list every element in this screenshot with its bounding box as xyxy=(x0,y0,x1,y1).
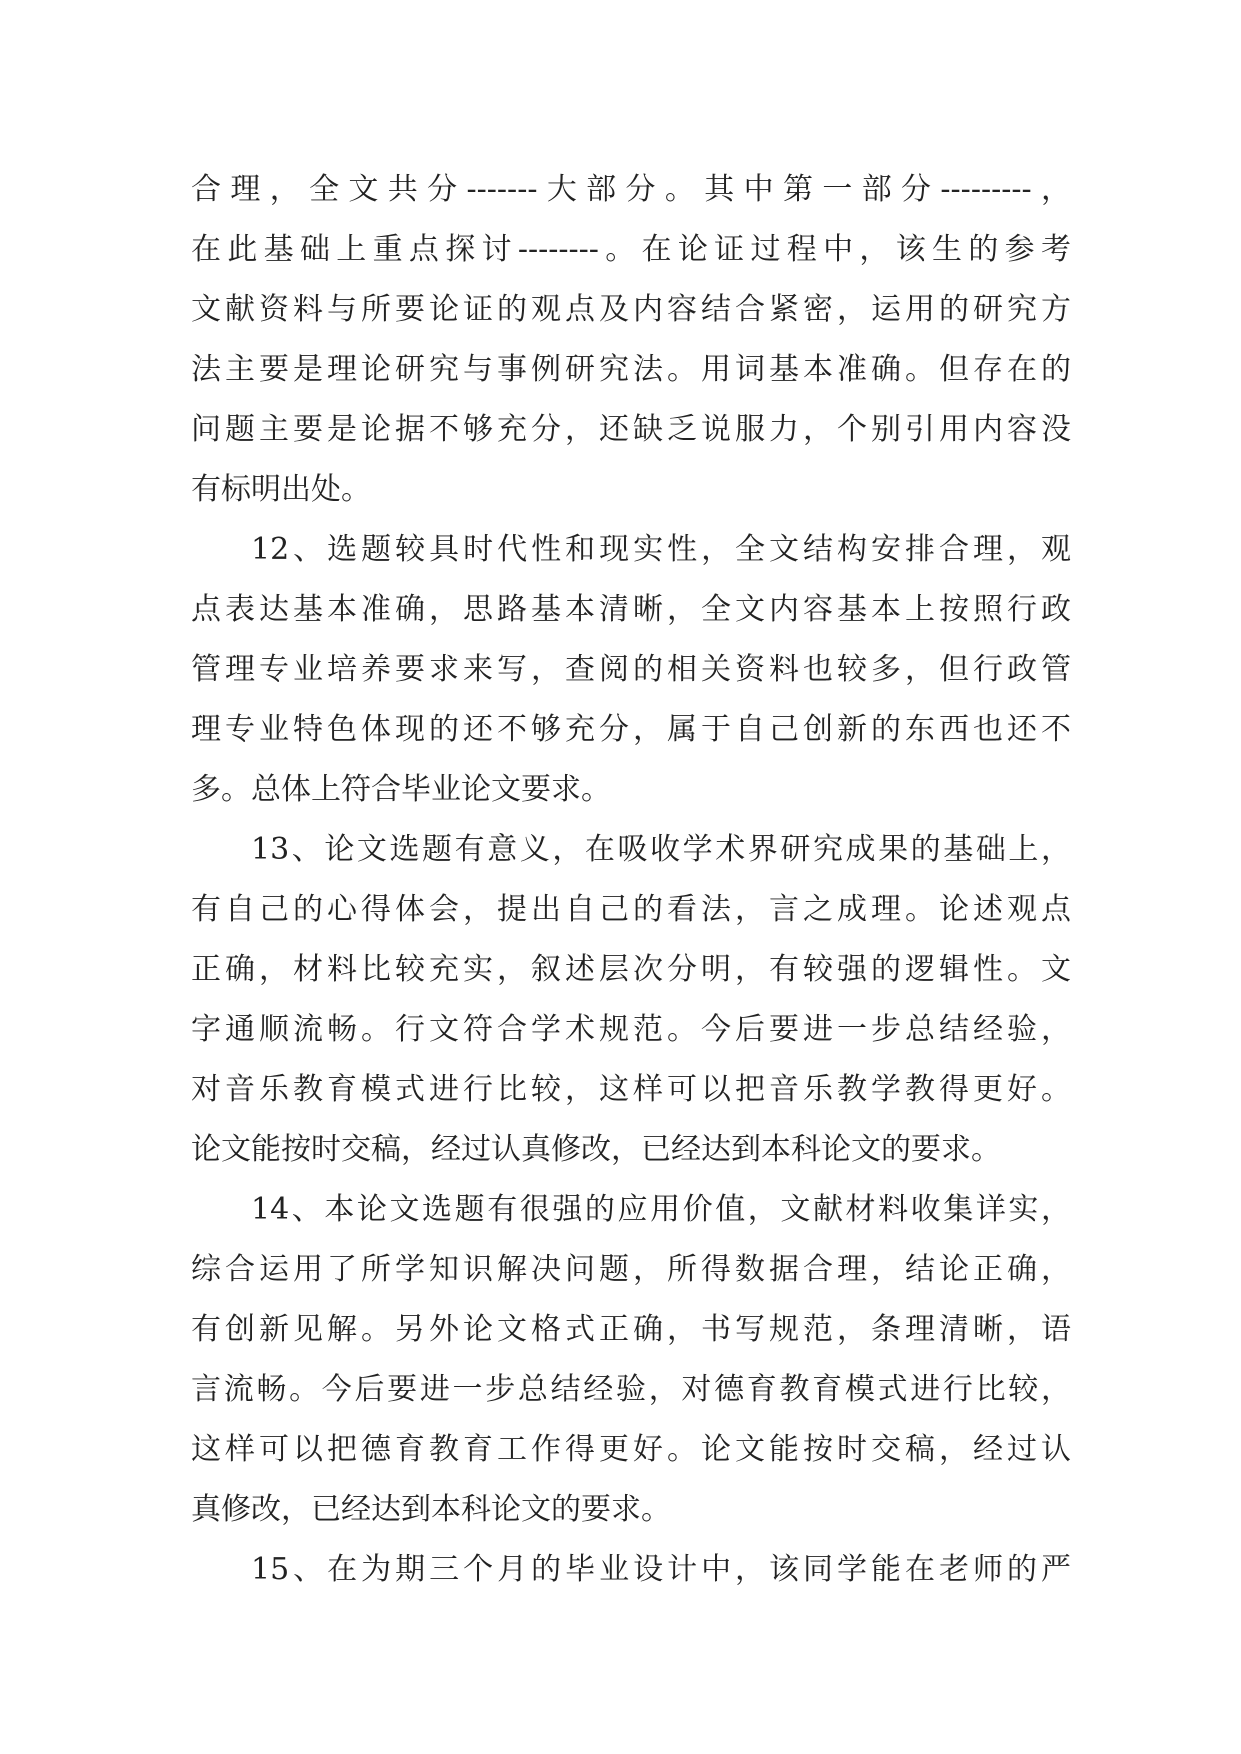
text-line: 12、选题较具时代性和现实性，全文结构安排合理，观 xyxy=(251,532,1071,567)
document-body xyxy=(191,160,1071,1600)
text-line: 言流畅。今后要进一步总结经验，对德育教育模式进行比较， xyxy=(191,1372,1071,1407)
text-line: 字通顺流畅。行文符合学术规范。今后要进一步总结经验， xyxy=(191,1012,1071,1047)
text-line: 理专业特色体现的还不够充分，属于自己创新的东西也还不 xyxy=(191,712,1071,747)
text-line: 正确，材料比较充实，叙述层次分明，有较强的逻辑性。文 xyxy=(191,952,1071,987)
text-line: 真修改，已经达到本科论文的要求。 xyxy=(191,1492,671,1527)
text-line: 有标明出处。 xyxy=(191,472,371,507)
paragraph-15 xyxy=(191,1540,1071,1600)
text-line: 合理，全文共分-------大部分。其中第一部分---------， xyxy=(191,172,1071,207)
text-line: 对音乐教育模式进行比较，这样可以把音乐教学教得更好。 xyxy=(191,1072,1071,1107)
paragraph-continued xyxy=(191,160,1071,520)
text-line: 在此基础上重点探讨--------。在论证过程中，该生的参考 xyxy=(191,232,1071,267)
text-line: 综合运用了所学知识解决问题，所得数据合理，结论正确， xyxy=(191,1252,1071,1287)
text-line: 15、在为期三个月的毕业设计中，该同学能在老师的严 xyxy=(251,1552,1071,1587)
paragraph-12 xyxy=(191,520,1071,820)
text-line: 论文能按时交稿，经过认真修改，已经达到本科论文的要求。 xyxy=(191,1132,1001,1167)
paragraph-13 xyxy=(191,820,1071,1180)
text-line: 13、论文选题有意义，在吸收学术界研究成果的基础上， xyxy=(251,832,1071,867)
text-line: 有自己的心得体会，提出自己的看法，言之成理。论述观点 xyxy=(191,892,1071,927)
text-line: 14、本论文选题有很强的应用价值，文献材料收集详实， xyxy=(251,1192,1071,1227)
text-line: 多。总体上符合毕业论文要求。 xyxy=(191,772,611,807)
text-line: 有创新见解。另外论文格式正确，书写规范，条理清晰，语 xyxy=(191,1312,1071,1347)
text-line: 管理专业培养要求来写，查阅的相关资料也较多，但行政管 xyxy=(191,652,1071,687)
paragraph-14 xyxy=(191,1180,1071,1540)
text-line: 点表达基本准确，思路基本清晰，全文内容基本上按照行政 xyxy=(191,592,1071,627)
text-line: 问题主要是论据不够充分，还缺乏说服力，个别引用内容没 xyxy=(191,412,1071,447)
text-line: 这样可以把德育教育工作得更好。论文能按时交稿，经过认 xyxy=(191,1432,1071,1467)
text-line: 法主要是理论研究与事例研究法。用词基本准确。但存在的 xyxy=(191,352,1071,387)
text-line: 文献资料与所要论证的观点及内容结合紧密，运用的研究方 xyxy=(191,292,1071,327)
